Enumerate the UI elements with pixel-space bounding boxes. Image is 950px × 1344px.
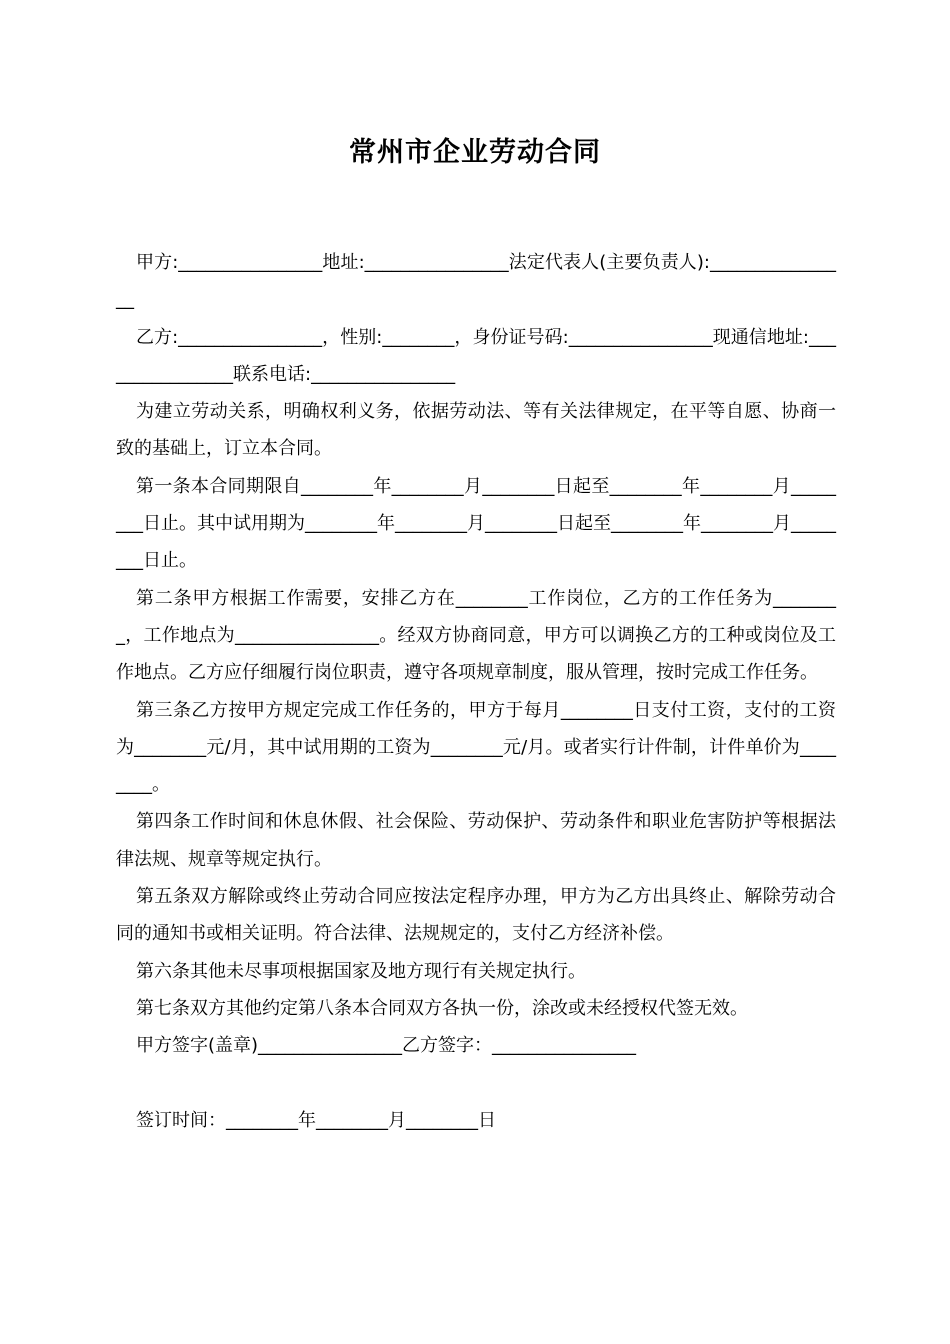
article-5-termination: 第五条双方解除或终止劳动合同应按法定程序办理，甲方为乙方出具终止、解除劳动合同的通知书或相关证明。符合法律、法规规定的，支付乙方经济补偿。 — [116, 886, 836, 945]
party-b-line: 乙方:________________，性别:________，身份证号码:________________现通信地址:________________联系电话:________________ — [116, 326, 836, 385]
article-2-position: 第二条甲方根据工作需要，安排乙方在________工作岗位，乙方的工作任务为________，工作地点为________________。经双方协商同意，甲方可以调换乙方的工种或岗位及工作地点。乙方应仔细履行岗位职责，遵守各项规章制度，服从管理，按时完成工作任务。 — [116, 587, 836, 684]
contract-body — [116, 244, 836, 1139]
party-a-line: 甲方:________________地址:________________法定代表人(主要负责人):________________ — [116, 252, 836, 311]
document-title: 常州市企业劳动合同 — [349, 137, 601, 168]
article-7-8-agreements: 第七条双方其他约定第八条本合同双方各执一份，涂改或未经授权代签无效。 — [136, 997, 748, 1019]
article-4-working-conditions: 第四条工作时间和休息休假、社会保险、劳动保护、劳动条件和职业危害防护等根据法律法规、规章等规定执行。 — [116, 811, 836, 870]
signing-date-line: 签订时间：________年________月________日 — [136, 1109, 496, 1131]
preamble-paragraph: 为建立劳动关系，明确权利义务，依据劳动法、等有关法律规定，在平等自愿、协商一致的基础上，订立本合同。 — [116, 401, 836, 460]
article-1-term: 第一条本合同期限自________年________月________日起至________年________月________日止。其中试用期为________年________月________日起至________年________月________日止。 — [116, 475, 836, 572]
article-3-wages: 第三条乙方按甲方规定完成工作任务的，甲方于每月________日支付工资，支付的工资为________元/月，其中试用期的工资为________元/月。或者实行计件制，计件单价为________。 — [116, 699, 836, 796]
article-6-other-matters: 第六条其他未尽事项根据国家及地方现行有关规定执行。 — [136, 960, 586, 982]
signature-line: 甲方签字(盖章)________________乙方签字：________________ — [136, 1035, 637, 1057]
